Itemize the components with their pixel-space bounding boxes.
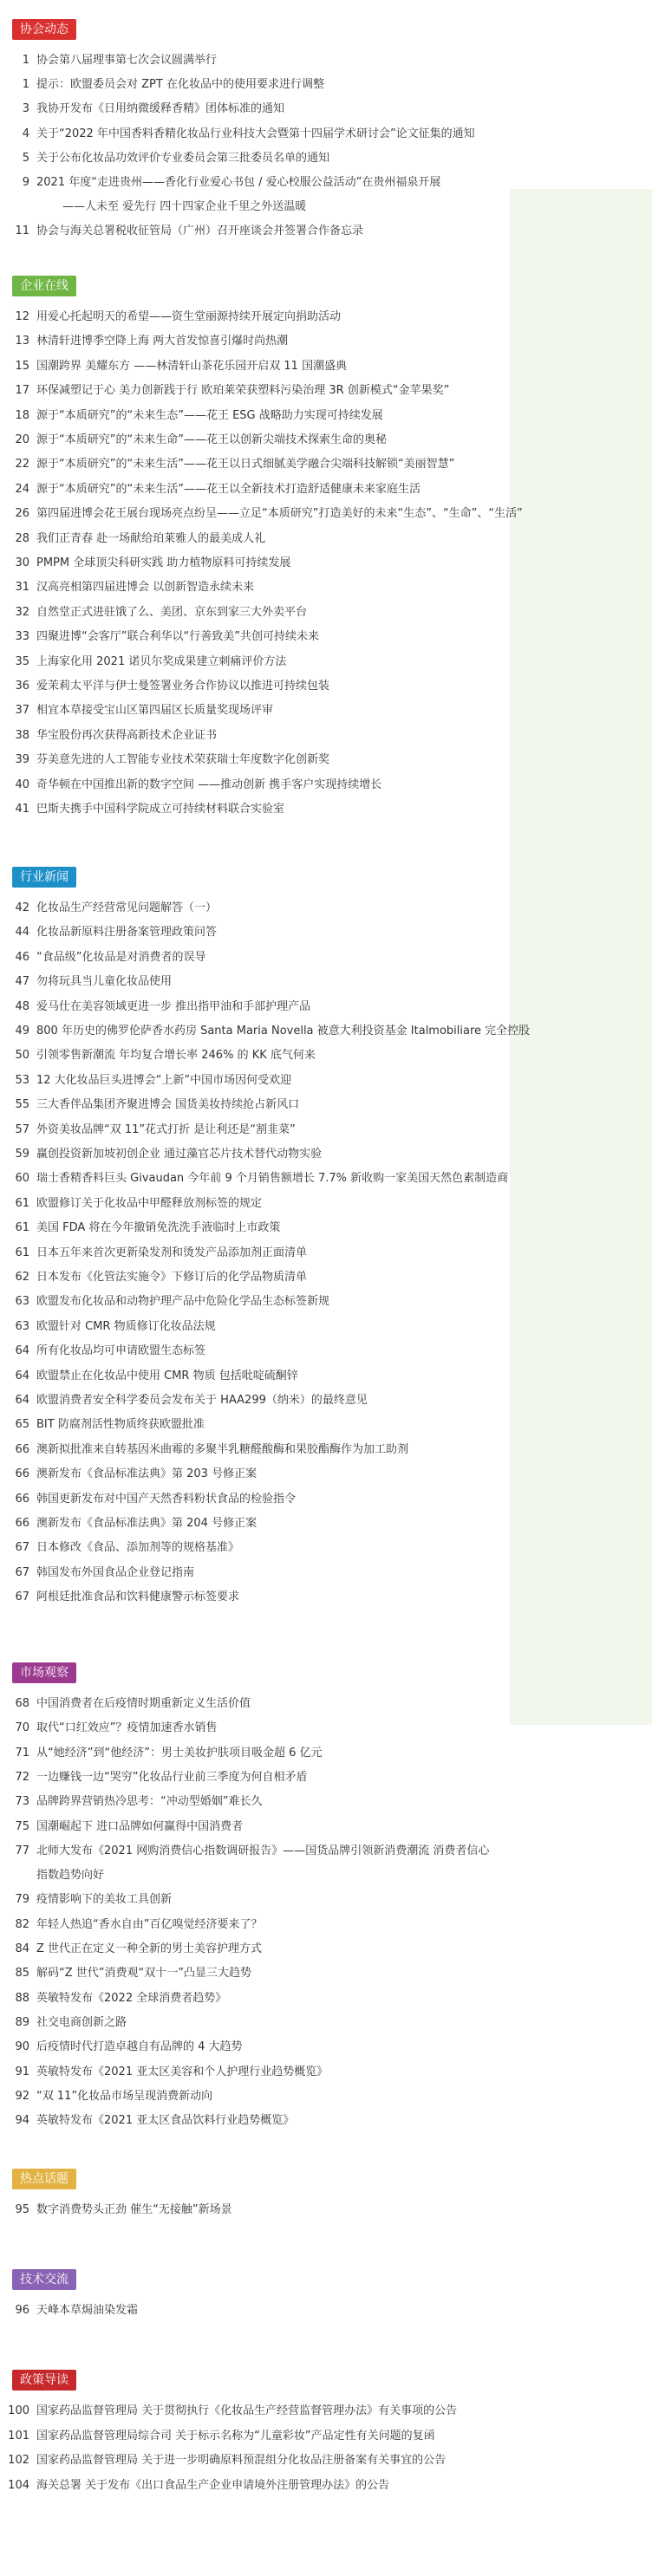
page-number: 22 [15,458,29,472]
page-number: 44 [15,926,29,940]
section-tag: 企业在线 [12,276,76,296]
entry-title: 品牌跨界营销热冷思考：“冲动型婚姻”难长久 [36,1795,263,1809]
page-number: 64 [15,1394,29,1407]
entry-title: 勿将玩具当儿童化妆品使用 [36,975,173,989]
toc-entry[interactable] [0,1512,652,1536]
page-number: 67 [15,1565,29,1579]
toc-entry[interactable] [0,1413,652,1437]
page-number: 1 [22,54,29,67]
page-number: 95 [15,2203,29,2216]
toc-entry[interactable] [0,1044,652,1068]
page-number: 66 [15,1442,29,1456]
page-number: 102 [8,2454,29,2467]
section-tag: 协会动态 [12,19,76,40]
toc-entry[interactable] [0,946,652,970]
toc-entry[interactable] [0,601,652,625]
entry-title: 协会与海关总署税收征管局（广州）召开座谈会并签署合作备忘录 [36,224,364,238]
entry-title: 韩国更新发布对中国产天然香料粉状食品的检验指令 [36,1492,297,1506]
toc-entry[interactable] [0,1339,652,1363]
toc-entry[interactable] [0,527,652,551]
section-tag: 市场观察 [12,1662,76,1683]
entry-title: Z 世代正在定义一种全新的男士美容护理方式 [36,1942,263,1955]
section-tag: 技术交流 [12,2269,76,2290]
toc-entry[interactable] [0,1265,652,1290]
page-number: 66 [15,1492,29,1506]
toc-entry[interactable] [0,1069,652,1093]
entry-title: 瑞士香精香料巨头 Givaudan 今年前 9 个月销售额增长 7.7% 新收购一家美国天然色素制造商 [36,1172,509,1186]
toc-entry[interactable] [0,355,652,379]
entry-title: 华宝股份再次获得高新技术企业证书 [36,728,218,742]
page-number: 32 [15,605,29,619]
page-number: 15 [15,359,29,373]
toc-entry[interactable] [0,502,652,526]
page-number: 31 [15,581,29,595]
entry-title: 关于“2022 年中国香料香精化妆品行业科技大会暨第十四届学术研讨会”论文征集的通知 [36,127,475,140]
toc-entry[interactable] [0,1093,652,1117]
entry-title: 日本修改《食品、添加剂等的规格基准》 [36,1541,240,1555]
toc-entry[interactable] [0,2474,652,2498]
page-number: 47 [15,975,29,989]
page-number: 46 [15,950,29,964]
toc-entry[interactable] [0,2060,652,2085]
page-number: 26 [15,507,29,521]
toc-entry[interactable] [0,970,652,994]
entry-title: 国家药品监督管理局综合司 关于标示名称为“儿童彩妆”产品定性有关问题的复函 [36,2429,435,2443]
toc-entry[interactable] [0,1487,652,1512]
page-number: 3 [22,102,29,116]
toc-entry[interactable] [0,122,652,146]
entry-title: 一边赚钱一边“哭穷”化妆品行业前三季度为何自相矛盾 [36,1770,308,1784]
entry-title: 源于“本质研究”的“未来生活”——花王以全新技术打造舒适健康未来家庭生活 [36,482,421,496]
entry-title: 巴斯夫携手中国科学院成立可持续材料联合实验室 [36,803,285,816]
toc-entry[interactable] [0,2035,652,2059]
toc-entry[interactable] [0,576,652,600]
entry-title: 后疫情时代打造卓越自有品牌的 4 大趋势 [36,2040,243,2054]
page-number: 63 [15,1295,29,1309]
entry-title: 解码“Z 世代”消费观“双十一”凸显三大趋势 [36,1967,251,1981]
page-number: 28 [15,531,29,545]
page-number: 104 [8,2478,29,2492]
page-number: 67 [15,1590,29,1604]
entry-title: 奇华顿在中国推出新的数字空间 ——推动创新 携手客户实现持续增长 [36,777,382,791]
page-number: 59 [15,1148,29,1161]
entry-title: 源于“本质研究”的“未来生活”——花王以日式细腻美学融合尖端科技解锁“美丽智慧” [36,458,455,472]
entry-title: 爱茉莉太平洋与伊士曼签署业务合作协议以推进可持续包装 [36,680,330,693]
page-number: 71 [15,1746,29,1760]
toc-entry[interactable] [0,1839,652,1864]
entry-title: 环保减塑记于心 美力创新践于行 欧珀莱荣获塑料污染治理 3R 创新模式“金苹果奖” [36,384,450,398]
entry-title: 用爱心托起明天的希望——资生堂丽源持续开展定向捐助活动 [36,310,342,323]
entry-title: 澳新拟批准来自转基因米曲霉的多聚半乳糖醛酸酶和果胶酯酶作为加工助剂 [36,1442,409,1456]
toc-entry[interactable] [0,329,652,354]
page-number: 94 [15,2114,29,2128]
entry-title: 林清轩进博季空降上海 两大首发惊喜引爆时尚热潮 [36,335,289,348]
entry-title: 从“她经济”到“他经济”：男士美妆护肤项目吸金超 6 亿元 [36,1746,323,1760]
entry-title: ——人未至 爱先行 四十四家企业千里之外送温暖 [62,200,307,214]
page-number: 57 [15,1122,29,1136]
page-number: 63 [15,1319,29,1333]
toc-entry[interactable] [0,2399,652,2423]
entry-title: 英敏特发布《2021 亚太区美容和个人护理行业趋势概览》 [36,2065,329,2078]
page-number: 79 [15,1893,29,1907]
page-number: 30 [15,556,29,569]
entry-title: 四聚进博“会客厅”联合利华以“行善致美”共创可持续未来 [36,630,319,644]
toc-entry[interactable] [0,2424,652,2449]
page-number: 96 [15,2304,29,2317]
page-number: 92 [15,2089,29,2103]
toc-entry[interactable] [0,1167,652,1191]
toc-entry[interactable] [0,1937,652,1961]
toc-entry[interactable] [0,428,652,452]
page-number: 41 [15,803,29,816]
page-number: 20 [15,433,29,446]
page-number: 35 [15,654,29,668]
entry-title: 所有化妆品均可申请欧盟生态标签 [36,1344,206,1358]
page-number: 82 [15,1917,29,1931]
entry-title: 社交电商创新之路 [36,2015,127,2029]
entry-title: 英敏特发布《2022 全球消费者趋势》 [36,1991,227,2005]
toc-entry[interactable] [0,1241,652,1265]
toc-entry[interactable] [0,797,652,822]
toc-entry[interactable] [0,1142,652,1167]
entry-title: 800 年历史的佛罗伦萨香水药房 Santa Maria Novella 被意大利投资基金 Italmobiliare 完全控股 [36,1025,531,1038]
toc-entry[interactable] [0,2449,652,2473]
toc-entry[interactable] [0,1364,652,1389]
toc-entry[interactable] [0,1216,652,1240]
toc-entry[interactable] [0,305,652,329]
toc-entry[interactable] [0,1961,652,1986]
entry-title: 欧盟发布化妆品和动物护理产品中危险化学品生态标签新规 [36,1295,330,1309]
entry-title: “食品级”化妆品是对消费者的误导 [36,950,206,964]
page-number: 60 [15,1172,29,1186]
page-number: 62 [15,1271,29,1284]
entry-title: 韩国发布外国食品企业登记指南 [36,1565,195,1579]
entry-title: 国家药品监督管理局 关于贯彻执行《化妆品生产经营监督管理办法》有关事项的公告 [36,2404,458,2417]
entry-title: 国家药品监督管理局 关于进一步明确原料预混组分化妆品注册备案有关事宜的公告 [36,2454,447,2467]
page-number: 67 [15,1541,29,1555]
toc-entry[interactable] [0,452,652,477]
toc-entry[interactable] [0,1864,652,1888]
entry-title: 协会第八届理事第七次会议圆满举行 [36,54,218,67]
toc-entry[interactable] [0,195,652,219]
entry-title: 指数趋势向好 [36,1869,105,1883]
toc-entry[interactable] [0,1438,652,1462]
entry-title: 疫情影响下的美妆工具创新 [36,1893,173,1907]
toc-entry[interactable] [0,2198,652,2222]
toc-entry[interactable] [0,674,652,699]
entry-title: 引领零售新潮流 年均复合增长率 246% 的 KK 底气何来 [36,1049,316,1063]
page-number: 75 [15,1819,29,1833]
toc-entry[interactable] [0,1561,652,1585]
page-number: 101 [8,2429,29,2443]
toc-entry[interactable] [0,1462,652,1486]
toc-entry[interactable] [0,2011,652,2035]
toc-entry[interactable] [0,724,652,748]
entry-title: 芬美意先进的人工智能专业技术荣获瑞士年度数字化创新奖 [36,753,330,767]
entry-title: 国潮崛起下 进口品牌如何赢得中国消费者 [36,1819,244,1833]
page-number: 64 [15,1369,29,1382]
entry-title: 提示：欧盟委员会对 ZPT 在化妆品中的使用要求进行调整 [36,78,324,92]
toc-entry[interactable] [0,773,652,797]
page-number: 61 [15,1196,29,1210]
entry-title: BIT 防腐剂活性物质终获欧盟批准 [36,1418,205,1432]
toc-entry[interactable] [0,1815,652,1839]
page-number: 100 [8,2404,29,2417]
toc-entry[interactable] [0,1716,652,1740]
entry-title: 北师大发布《2021 网购消费信心指数调研报告》——国货品牌引领新消费潮流 消费者信心 [36,1844,490,1857]
page-number: 89 [15,2015,29,2029]
entry-title: 化妆品生产经营常见问题解答（一） [36,901,218,914]
toc-entry[interactable] [0,379,652,403]
entry-title: 日本五年来首次更新染发剂和烫发产品添加剂正面清单 [36,1246,308,1259]
page-number: 36 [15,680,29,693]
entry-title: 阿根廷批准食品和饮料健康警示标签要求 [36,1590,240,1604]
page-number: 88 [15,1991,29,2005]
toc-entry[interactable] [0,1766,652,1790]
section-tag: 热点话题 [12,2169,76,2189]
page-number: 4 [22,127,29,140]
toc-entry[interactable] [0,625,652,649]
page-number: 66 [15,1517,29,1530]
toc-entry[interactable] [0,995,652,1019]
entry-title: 欧盟修订关于化妆品中甲醛释放剂标签的规定 [36,1196,263,1210]
page-number: 77 [15,1844,29,1857]
page-number: 85 [15,1967,29,1981]
entry-title: 自然堂正式进驻饿了么、美团、京东到家三大外卖平台 [36,605,308,619]
entry-title: 爱马仕在美容领域更进一步 推出指甲油和手部护理产品 [36,999,311,1013]
toc-entry[interactable] [0,748,652,772]
entry-title: 相宜本草接受宝山区第四届区长质量奖现场评审 [36,704,274,718]
page-number: 66 [15,1467,29,1481]
entry-title: 12 大化妆品巨头进博会“上新”中国市场因何受欢迎 [36,1073,292,1087]
entry-title: 数字消费势头正劲 催生“无接触”新场景 [36,2203,232,2216]
toc-entry[interactable] [0,1585,652,1610]
toc-entry[interactable] [0,2299,652,2323]
page-number: 38 [15,728,29,742]
page-number: 1 [22,78,29,92]
entry-title: 赢创投资新加坡初创企业 通过藻官芯片技术替代动物实验 [36,1148,323,1161]
page-number: 64 [15,1344,29,1358]
entry-title: 取代“口红效应”？疫情加速香水销售 [36,1721,218,1735]
toc-entry[interactable] [0,1790,652,1814]
toc-entry[interactable] [0,1192,652,1216]
page-number: 61 [15,1246,29,1259]
toc-entry[interactable] [0,1888,652,1912]
entry-title: 我协开发布《日用纳微缓释香精》团体标准的通知 [36,102,285,116]
page-number: 17 [15,384,29,398]
toc-entry[interactable] [0,896,652,920]
entry-title: “双 11”化妆品市场呈现消费新动向 [36,2089,213,2103]
toc-entry[interactable] [0,2085,652,2109]
toc-entry[interactable] [0,478,652,502]
toc-entry[interactable] [0,1741,652,1766]
page-number: 37 [15,704,29,718]
toc-entry[interactable] [0,1389,652,1413]
toc-entry[interactable] [0,2109,652,2133]
toc-entry[interactable] [0,404,652,428]
entry-title: 上海家化用 2021 诺贝尔奖成果建立刺痛评价方法 [36,654,287,668]
page-number: 90 [15,2040,29,2054]
page-number: 49 [15,1025,29,1038]
toc-entry[interactable] [0,1987,652,2011]
entry-title: 三大香伴品集团齐聚进博会 国货美妆持续抢占新风口 [36,1098,300,1112]
page-number: 91 [15,2065,29,2078]
toc-entry[interactable] [0,1290,652,1314]
entry-title: 2021 年度“走进贵州——香化行业爱心书包 / 爱心校服公益活动”在贵州福泉开展 [36,176,441,189]
page-number: 50 [15,1049,29,1063]
page-number: 11 [15,224,29,238]
page-number: 5 [22,151,29,165]
page-number: 13 [15,335,29,348]
toc-entry[interactable] [0,551,652,576]
entry-title: PMPM 全球顶尖科研实践 助力植物原料可持续发展 [36,556,291,569]
page-number: 48 [15,999,29,1013]
entry-title: 日本发布《化管法实施令》下修订后的化学品物质清单 [36,1271,308,1284]
entry-title: 天峰本草焗油染发霜 [36,2304,139,2317]
entry-title: 欧盟针对 CMR 物质修订化妆品法规 [36,1319,216,1333]
toc-entry[interactable] [0,920,652,945]
entry-title: 英敏特发布《2021 亚太区食品饮料行业趋势概览》 [36,2114,295,2128]
page-number: 72 [15,1770,29,1784]
entry-title: 源于“本质研究”的“未来生命”——花王以创新尖端技术探索生命的奥秘 [36,433,387,446]
entry-title: 外资美妆品牌“双 11”花式打折 是让利还是“割韭菜” [36,1122,296,1136]
entry-title: 汉高亮相第四届进博会 以创新智造永续未来 [36,581,255,595]
toc-entry[interactable] [0,1913,652,1937]
toc-entry[interactable] [0,699,652,723]
page-number: 12 [15,310,29,323]
page-number: 9 [22,176,29,189]
entry-title: 中国消费者在后疫情时期重新定义生活价值 [36,1697,251,1710]
toc-entry[interactable] [0,97,652,121]
page-number: 24 [15,482,29,496]
toc-entry[interactable] [0,1019,652,1044]
entry-title: 欧盟禁止在化妆品中使用 CMR 物质 包括吡啶硫酮锌 [36,1369,298,1382]
page-number: 61 [15,1221,29,1235]
toc-entry[interactable] [0,650,652,674]
page-number: 40 [15,777,29,791]
page-number: 55 [15,1098,29,1112]
entry-title: 源于“本质研究”的“未来生态”——花王 ESG 战略助力实现可持续发展 [36,408,383,422]
entry-title: 海关总署 关于发布《出口食品生产企业申请境外注册管理办法》的公告 [36,2478,390,2492]
page-number: 33 [15,630,29,644]
toc-entry[interactable] [0,146,652,171]
page-number: 73 [15,1795,29,1809]
toc-entry[interactable] [0,1315,652,1339]
entry-title: 澳新发布《食品标准法典》第 203 号修正案 [36,1467,258,1481]
entry-title: 欧盟消费者安全科学委员会发布关于 HAA299（纳米）的最终意见 [36,1394,368,1407]
entry-title: 澳新发布《食品标准法典》第 204 号修正案 [36,1517,258,1530]
entry-title: 国潮跨界 美耀东方 ——林清轩山茶花乐园开启双 11 国潮盛典 [36,359,348,373]
page-number: 39 [15,753,29,767]
section-tag: 政策导读 [12,2370,76,2391]
entry-title: 化妆品新原料注册备案管理政策问答 [36,926,218,940]
page-number: 42 [15,901,29,914]
page-number: 53 [15,1073,29,1087]
page-number: 18 [15,408,29,422]
toc-entry[interactable] [0,219,652,244]
entry-title: 美国 FDA 将在今年撤销免洗洗手液临时上市政策 [36,1221,281,1235]
toc-entry[interactable] [0,171,652,195]
toc-entry[interactable] [0,73,652,97]
toc-entry[interactable] [0,1692,652,1716]
toc-entry[interactable] [0,1536,652,1560]
toc-entry[interactable] [0,1118,652,1142]
entry-title: 年轻人热追“香水自由”百亿嗅觉经济要来了？ [36,1917,263,1931]
toc-entry[interactable] [0,49,652,73]
page-number: 68 [15,1697,29,1710]
entry-title: 关于公布化妆品功效评价专业委员会第三批委员名单的通知 [36,151,330,165]
entry-title: 第四届进博会花王展台现场亮点纷呈——立足“本质研究”打造美好的未来“生态”、“生命”、“生活” [36,507,523,521]
page-number: 65 [15,1418,29,1432]
entry-title: 我们正青春 赴一场献给珀莱雅人的最美成人礼 [36,531,266,545]
page-number: 70 [15,1721,29,1735]
section-tag: 行业新闻 [12,867,76,888]
page-number: 84 [15,1942,29,1955]
